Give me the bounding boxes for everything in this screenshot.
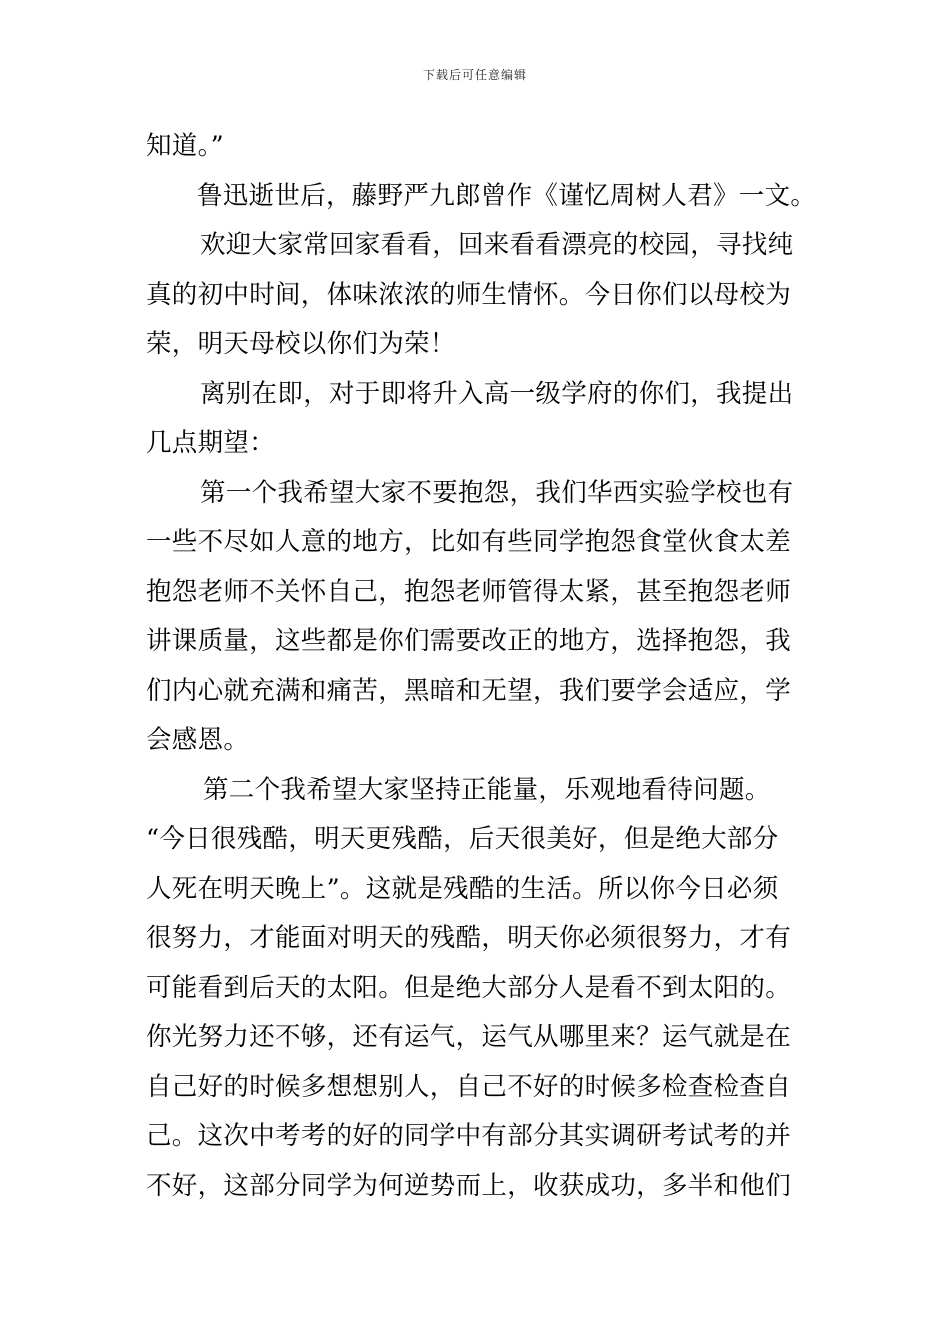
text-line: 你光努力还不够，还有运气，运气从哪里来？运气就是在 bbox=[146, 1022, 792, 1052]
text-line: 真的初中时间，体味浓浓的师生情怀。今日你们以母校为 bbox=[146, 279, 792, 310]
text-line: 欢迎大家常回家看看，回来看看漂亮的校园，寻找纯 bbox=[200, 230, 794, 260]
text-line: 鲁迅逝世后，藤野严九郎曾作《谨忆周树人君》一文。 bbox=[197, 180, 817, 211]
text-line: 抱怨老师不关怀自己，抱怨老师管得太紧，甚至抱怨老师 bbox=[146, 576, 792, 607]
text-line: 很努力，才能面对明天的残酷，明天你必须很努力，才有 bbox=[146, 923, 792, 953]
text-line: 们内心就充满和痛苦，黑暗和无望，我们要学会适应，学 bbox=[146, 675, 792, 706]
text-line: 知道。” bbox=[146, 131, 224, 161]
text-line: 会感恩。 bbox=[146, 725, 250, 755]
text-line: 离别在即，对于即将升入高一级学府的你们，我提出 bbox=[200, 378, 794, 409]
text-line: 荣，明天母校以你们为荣！ bbox=[146, 329, 456, 359]
text-line: 自己好的时候多想想别人，自己不好的时候多检查检查自 bbox=[146, 1071, 792, 1102]
text-line: 讲课质量，这些都是你们需要改正的地方，选择抱怨，我 bbox=[146, 626, 792, 656]
text-line: 人死在明天晚上”。这就是残酷的生活。所以你今日必须 bbox=[146, 873, 779, 904]
text-line: 不好，这部分同学为何逆势而上，收获成功，多半和他们 bbox=[146, 1170, 792, 1201]
text-line: 几点期望： bbox=[146, 428, 276, 458]
text-line: 可能看到后天的太阳。但是绝大部分人是看不到太阳的。 bbox=[146, 972, 792, 1003]
text-line: 己。这次中考考的好的同学中有部分其实调研考试考的并 bbox=[146, 1121, 792, 1151]
text-line: 第一个我希望大家不要抱怨，我们华西实验学校也有 bbox=[200, 477, 794, 508]
body-text bbox=[146, 122, 817, 1211]
header-note: 下载后可任意编辑 bbox=[422, 68, 527, 82]
text-line: “今日很残酷，明天更残酷，后天很美好，但是绝大部分 bbox=[146, 824, 779, 854]
text-line: 一些不尽如人意的地方，比如有些同学抱怨食堂伙食太差 bbox=[146, 527, 792, 557]
text-line: 第二个我希望大家坚持正能量，乐观地看待问题。 bbox=[203, 774, 771, 805]
